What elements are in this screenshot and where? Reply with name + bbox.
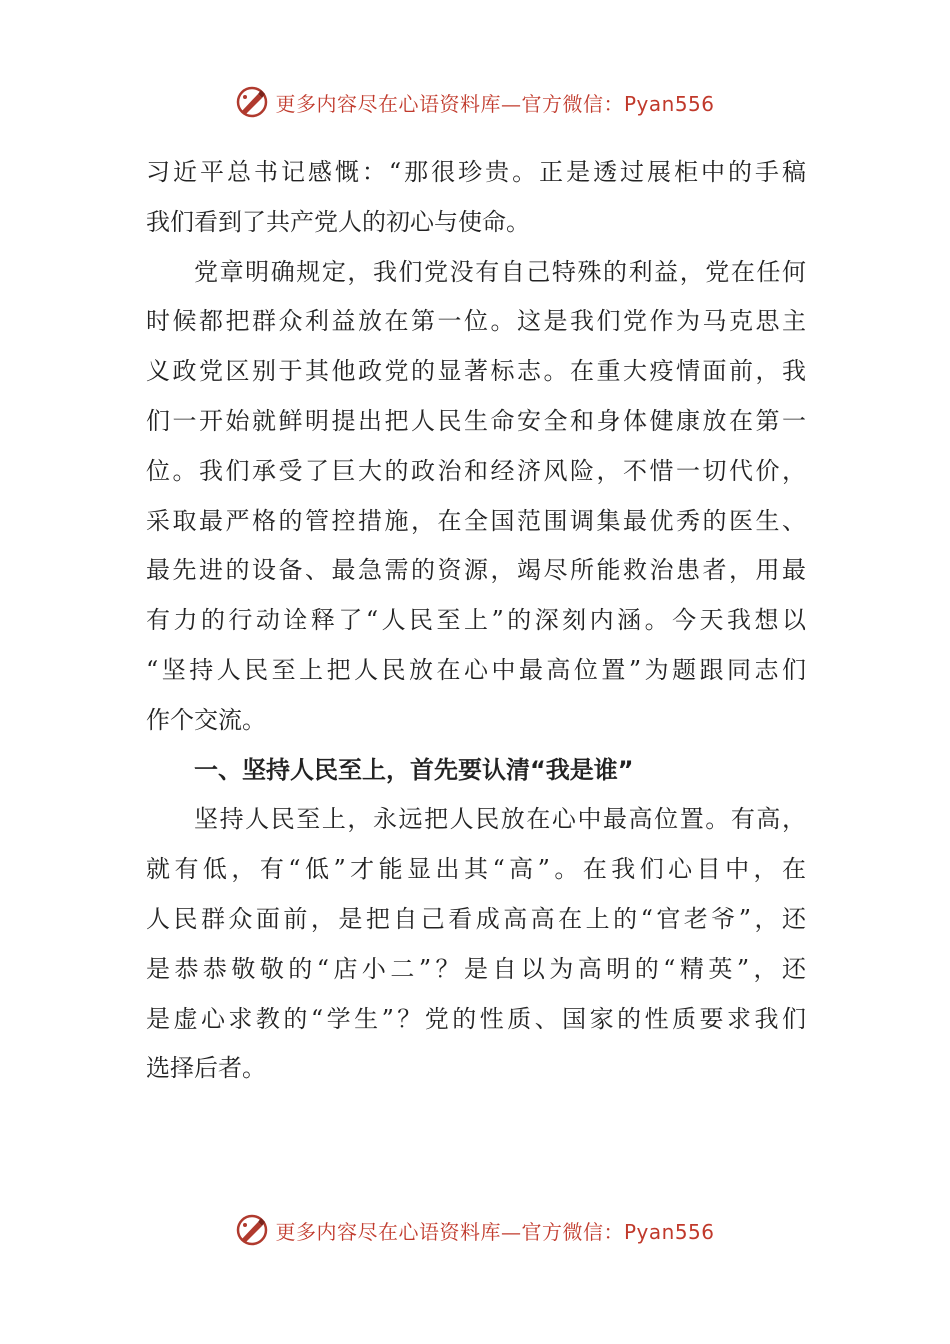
text-line: 是虚心求教的“学生”？党的性质、国家的性质要求我们 — [146, 1004, 806, 1033]
text-line: 就有低，有“低”才能显出其“高”。在我们心目中，在 — [146, 855, 806, 884]
text-line: 习近平总书记感慨：“那很珍贵。正是透过展柜中的手稿 — [146, 158, 806, 186]
text-line: “坚持人民至上把人民放在心中最高位置”为题跟同志们 — [146, 655, 806, 684]
text-line: 坚持人民至上，永远把人民放在心中最高位置。有高， — [194, 805, 806, 834]
text-line: 是恭恭敬敬的“店小二”？是自以为高明的“精英”，还 — [146, 954, 806, 983]
text-line: 位。我们承受了巨大的政治和经济风险，不惜一切代价， — [146, 456, 806, 485]
text-line: 党章明确规定，我们党没有自己特殊的利益，党在任何 — [194, 257, 806, 286]
banner-text — [275, 1216, 714, 1245]
footer-banner — [0, 1210, 950, 1250]
banner-main-text: 更多内容尽在心语资料库—官方微信： — [275, 91, 624, 116]
text-line: 选择后者。 — [146, 1054, 266, 1083]
section-heading: 一、坚持人民至上，首先要认清“我是谁” — [194, 755, 634, 784]
banner-wechat-id: Pyan556 — [623, 1219, 715, 1244]
pen-logo-icon — [235, 1213, 269, 1247]
text-line: 作个交流。 — [146, 705, 266, 734]
text-line: 们一开始就鲜明提出把人民生命安全和身体健康放在第一 — [146, 406, 806, 435]
text-line: 人民群众面前，是把自己看成高高在上的“官老爷”，还 — [146, 904, 806, 933]
text-line: 我们看到了共产党人的初心与使命。 — [146, 207, 530, 236]
banner-text — [275, 88, 714, 117]
banner-main-text: 更多内容尽在心语资料库—官方微信： — [275, 1219, 624, 1244]
pen-logo-icon — [235, 85, 269, 119]
text-line: 采取最严格的管控措施，在全国范围调集最优秀的医生、 — [146, 506, 806, 535]
header-banner — [0, 82, 950, 122]
banner-wechat-id: Pyan556 — [623, 91, 715, 116]
text-line: 时候都把群众利益放在第一位。这是我们党作为马克思主 — [146, 307, 806, 336]
text-line: 最先进的设备、最急需的资源，竭尽所能救治患者，用最 — [146, 556, 806, 585]
text-line: 有力的行动诠释了“人民至上”的深刻内涵。今天我想以 — [146, 606, 806, 635]
document-body — [146, 148, 806, 1094]
text-line: 义政党区别于其他政党的显著标志。在重大疫情面前，我 — [146, 357, 806, 386]
